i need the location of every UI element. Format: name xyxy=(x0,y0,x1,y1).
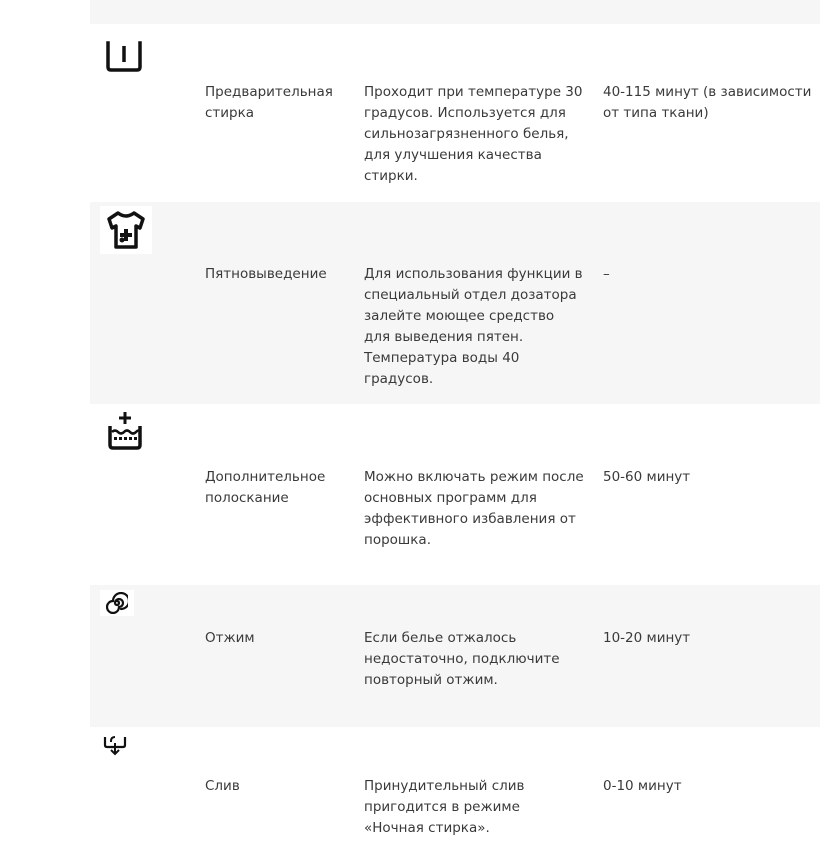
mode-description: Если белье отжалось недостаточно, подключите повторный отжим. xyxy=(364,630,560,688)
mode-duration: 10-20 минут xyxy=(603,630,691,646)
mode-duration: 40-115 минут (в зависимости от типа ткани) xyxy=(603,84,812,121)
washing-modes-table xyxy=(90,0,820,868)
mode-name: Пятновыведение xyxy=(205,266,327,282)
stain-removal-shirt-icon xyxy=(100,206,152,254)
extra-rinse-icon xyxy=(101,408,149,452)
spin-spiral-icon xyxy=(100,590,134,616)
table-row xyxy=(90,585,820,727)
mode-name: Отжим xyxy=(205,630,255,646)
table-row xyxy=(90,404,820,585)
mode-name: Предварительная стирка xyxy=(205,84,333,121)
mode-name: Дополнительное полоскание xyxy=(205,469,326,506)
drain-icon xyxy=(100,733,130,757)
prewash-tub-icon xyxy=(101,34,147,78)
mode-description: Можно включать режим после основных программ для эффективного избавления от порошка. xyxy=(364,469,584,548)
mode-duration: – xyxy=(603,266,610,282)
table-row xyxy=(90,727,820,868)
mode-description: Проходит при температуре 30 градусов. Используется для сильнозагрязненного белья, для улучшения качества стирки. xyxy=(364,84,583,184)
mode-description: Для использования функции в специальный отдел дозатора залейте моющее средство для выведения пятен. Температура воды 40 градусов. xyxy=(364,266,583,387)
mode-duration: 50-60 минут xyxy=(603,469,691,485)
mode-name: Слив xyxy=(205,778,240,794)
table-row-previous xyxy=(90,0,820,24)
mode-description: Принудительный слив пригодится в режиме «Ночная стирка». xyxy=(364,778,525,836)
mode-duration: 0-10 минут xyxy=(603,778,682,794)
table-row xyxy=(90,24,820,202)
table-row xyxy=(90,202,820,404)
